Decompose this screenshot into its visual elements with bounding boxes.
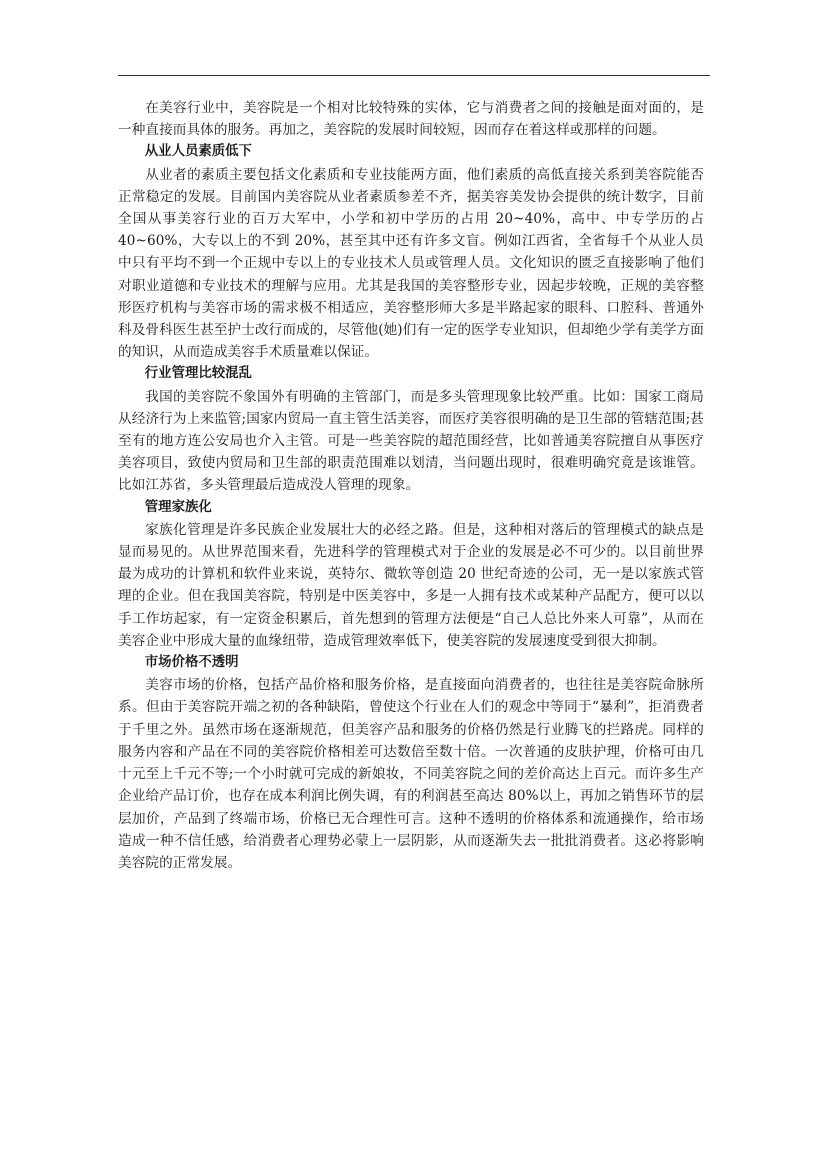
header-rule — [118, 75, 710, 76]
section-heading-industry-management: 行业管理比较混乱 — [144, 366, 252, 382]
section-body-market-price: 美容市场的价格，包括产品价格和服务价格，是直接面向消费者的，也往往是美容院命脉所系。但由于美容院开端之初的各种缺陷，曾使这个行业在人们的观念中等同于“暴利”，拒消费者于千里之外。虽然市场在逐渐规范，但美容产品和服务的价格仍然是行业腾飞的拦路虎。同样的服务内容和产品在不同的美容院价格相差可达数倍至数十倍。一次普通的皮肤护理，价格可由几十元至上千元不等;一个小时就可完成的新娘妆，不同美容院之间的差价高达上百元。而许多生产企业给产品订价，也存在成本利润比例失调，有的利润甚至高达 80%以上，再加之销售环节的层层加价，产品到了终端市场，价格已无合理性可言。这种不透明的价格体系和流通操作，给市场造成一种不信任感，给消费者心理势必蒙上一层阴影，从而逐渐失去一批批消费者。这必将影响美容院的正常发展。 — [118, 677, 704, 871]
section-body-industry-management: 我国的美容院不象国外有明确的主管部门，而是多头管理现象比较严重。比如：国家工商局从经济行为上来监管;国家内贸局一直主管生活美容，而医疗美容很明确的是卫生部的管辖范围;甚至有的地方连公安局也介入主管。可是一些美容院的超范围经营，比如普通美容院擅自从事医疗美容项目，致使内贸局和卫生部的职责范围难以划清，当问题出现时，很难明确究竟是该谁管。比如江苏省，多头管理最后造成没人管理的现象。 — [118, 388, 704, 494]
section-heading-staff-quality: 从业人员素质低下 — [144, 144, 252, 160]
intro-paragraph: 在美容行业中，美容院是一个相对比较特殊的实体，它与消费者之间的接触是面对面的，是一种直接而具体的服务。再加之，美容院的发展时间较短，因而存在着这样或那样的问题。 — [118, 100, 704, 139]
section-heading-market-price: 市场价格不透明 — [144, 655, 239, 671]
document-body — [118, 97, 704, 874]
section-body-staff-quality: 从业者的素质主要包括文化素质和专业技能两方面，他们素质的高低直接关系到美容院能否正常稳定的发展。目前国内美容院从业者素质参差不齐，据美容美发协会提供的统计数字，目前全国从事美容行业的百万大军中，小学和初中学历的占用 20~40%，高中、中专学历的占 40~60%，大专以上的不到 20%，甚至其中还有许多文盲。例如江西省，全省每千个从业人员中只有平均不到一个正规中专以上的专业技术人员或管理人员。文化知识的匮乏直接影响了他们对职业道德和专业技术的理解与应用。尤其是我国的美容整形专业，因起步较晚，正规的美容整形医疗机构与美容市场的需求极不相适应，美容整形师大多是半路起家的眼科、口腔科、普通外科及骨科医生甚至护士改行而成的，尽管他(她)们有一定的医学专业知识，但却绝少学有美学方面的知识，从而造成美容手术质量难以保证。 — [118, 166, 704, 361]
section-body-family-management: 家族化管理是许多民族企业发展壮大的必经之路。但是，这种相对落后的管理模式的缺点是显而易见的。从世界范围来看，先进科学的管理模式对于企业的发展是必不可少的。以目前世界最为成功的计算机和软件业来说，英特尔、微软等创造 20 世纪奇迹的公司，无一是以家族式管理的企业。但在我国美容院，特别是中医美容中，多是一人拥有技术或某种产品配方，便可以以手工作坊起家，有一定资金积累后，首先想到的管理方法便是“自己人总比外来人可靠”，从而在美容企业中形成大量的血缘纽带，造成管理效率低下，使美容院的发展速度受到很大抑制。 — [118, 521, 704, 649]
section-heading-family-management: 管理家族化 — [144, 499, 212, 515]
